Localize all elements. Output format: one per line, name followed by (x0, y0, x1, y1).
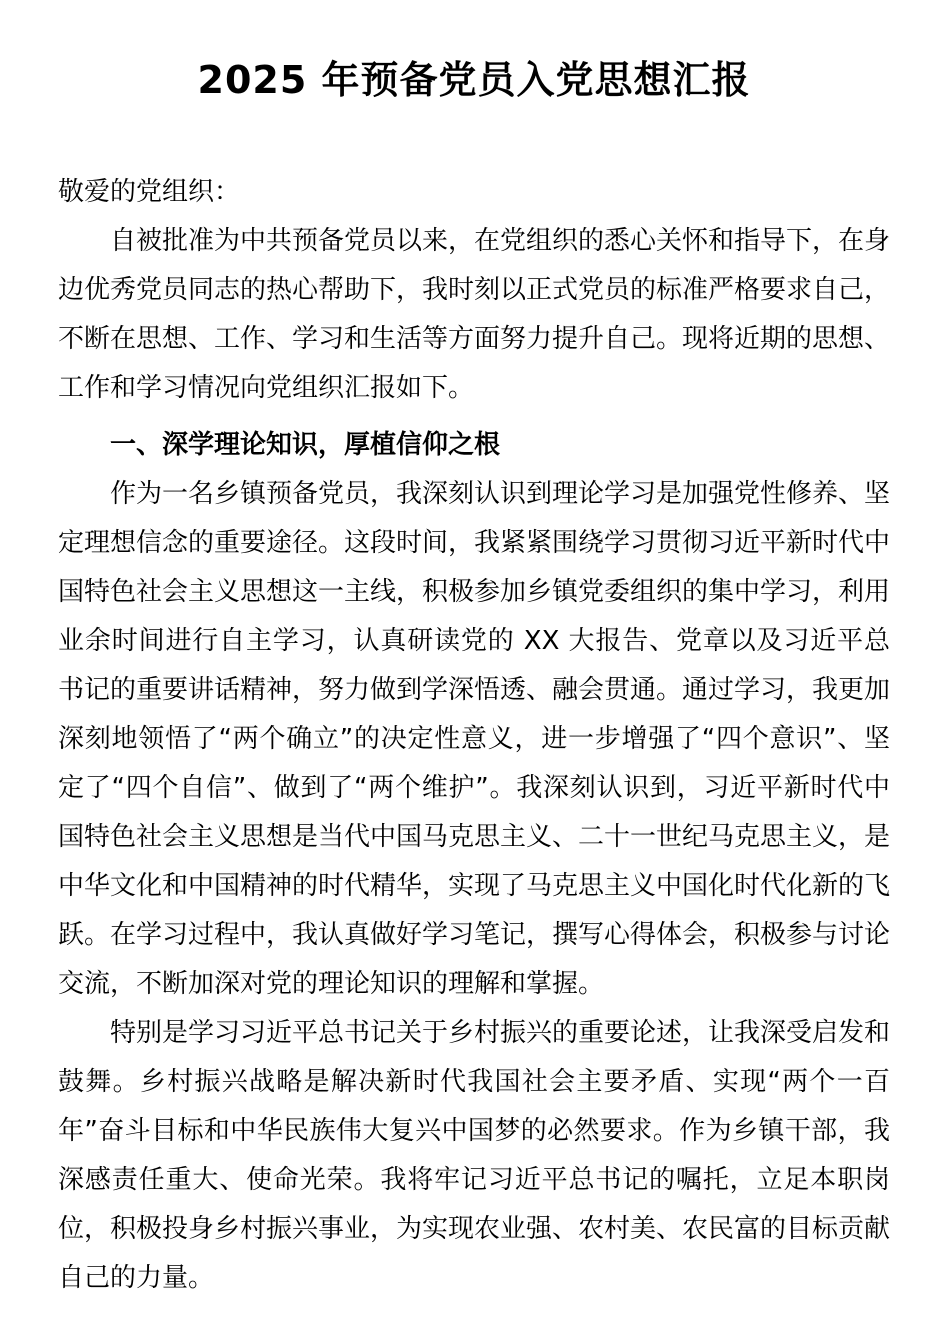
salutation: 敬爱的党组织： (58, 177, 241, 207)
document-title: 2025 年预备党员入党思想汇报 (197, 58, 751, 102)
paragraph-intro: 自被批准为中共预备党员以来，在党组织的悉心关怀和指导下，在身边优秀党员同志的热心帮助下，我时刻以正式党员的标准严格要求自己，不断在思想、工作、学习和生活等方面努力提升自己。现将近期的思想、工作和学习情况向党组织汇报如下。 (58, 226, 891, 403)
section-heading-1: 一、深学理论知识，厚植信仰之根 (110, 430, 501, 460)
paragraph-theory-study: 作为一名乡镇预备党员，我深刻认识到理论学习是加强党性修养、坚定理想信念的重要途径。这段时间，我紧紧围绕学习贯彻习近平新时代中国特色社会主义思想这一主线，积极参加乡镇党委组织的集中学习，利用业余时间进行自主学习，认真研读党的 XX 大报告、党章以及习近平总书记的重要讲话精神，努力做到学深悟透、融会贯通。通过学习，我更加深刻地领悟了“两个确立”的决定性意义，进一步增强了“四个意识”、坚定了“四个自信”、做到了“两个维护”。我深刻认识到，习近平新时代中国特色社会主义思想是当代中国马克思主义、二十一世纪马克思主义，是中华文化和中国精神的时代精华，实现了马克思主义中国化时代化新的飞跃。在学习过程中，我认真做好学习笔记，撰写心得体会，积极参与讨论交流，不断加深对党的理论知识的理解和掌握。 (58, 479, 891, 999)
paragraph-rural-revitalization: 特别是学习习近平总书记关于乡村振兴的重要论述，让我深受启发和鼓舞。乡村振兴战略是解决新时代我国社会主要矛盾、实现“两个一百年”奋斗目标和中华民族伟大复兴中国梦的必然要求。作为乡镇干部，我深感责任重大、使命光荣。我将牢记习近平总书记的嘱托，立足本职岗位，积极投身乡村振兴事业，为实现农业强、农村美、农民富的目标贡献自己的力量。 (58, 1018, 891, 1293)
